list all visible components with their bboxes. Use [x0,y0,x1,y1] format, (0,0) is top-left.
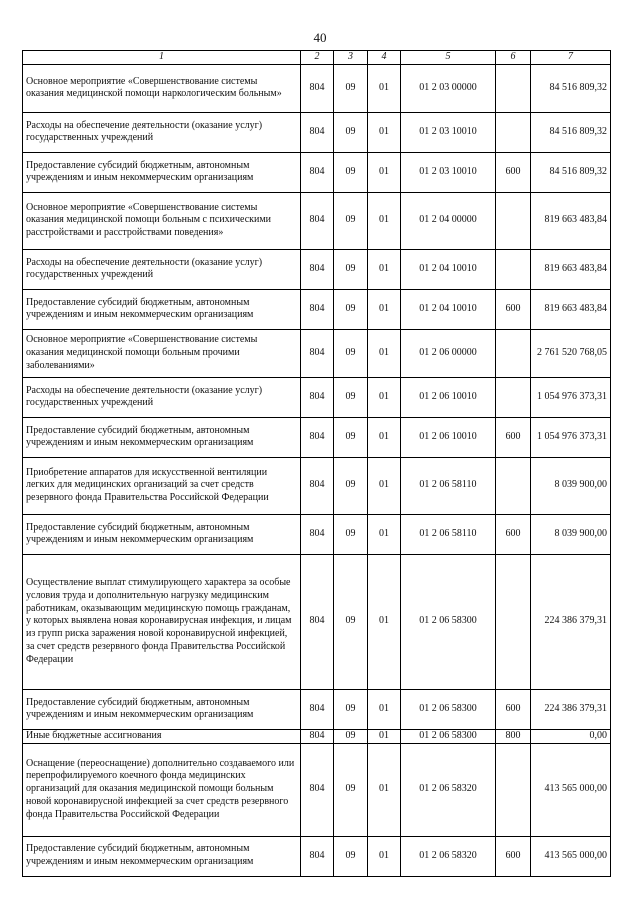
row-expense-type-cell: 600 [496,152,531,192]
row-name-cell: Расходы на обеспечение деятельности (оказание услуг) государственных учреждений [23,377,301,417]
row-section-cell: 09 [334,417,368,457]
row-amount-cell: 84 516 809,32 [531,152,611,192]
budget-table [22,50,611,877]
row-admin-code-cell: 804 [301,836,334,876]
row-subsection-cell: 01 [368,836,401,876]
row-subsection-cell: 01 [368,377,401,417]
row-section-cell: 09 [334,836,368,876]
table-row [23,289,611,329]
row-amount-cell: 413 565 000,00 [531,743,611,836]
row-expense-type-cell [496,457,531,514]
row-admin-code-cell: 804 [301,457,334,514]
row-target-article-cell: 01 2 06 58300 [401,729,496,743]
row-target-article-cell: 01 2 06 58110 [401,457,496,514]
row-name-cell: Основное мероприятие «Совершенствование системы оказания медицинской помощи больным прочими заболеваниями» [23,329,301,377]
row-target-article-cell: 01 2 04 00000 [401,192,496,249]
column-header: 1 [23,51,301,65]
row-expense-type-cell [496,377,531,417]
row-section-cell: 09 [334,64,368,112]
row-expense-type-cell [496,554,531,689]
table-row [23,152,611,192]
row-subsection-cell: 01 [368,249,401,289]
row-expense-type-cell [496,249,531,289]
row-section-cell: 09 [334,112,368,152]
row-admin-code-cell: 804 [301,377,334,417]
table-row [23,417,611,457]
row-section-cell: 09 [334,249,368,289]
row-amount-cell: 413 565 000,00 [531,836,611,876]
row-target-article-cell: 01 2 06 58110 [401,514,496,554]
row-subsection-cell: 01 [368,329,401,377]
row-name-cell: Иные бюджетные ассигнования [23,729,301,743]
row-target-article-cell: 01 2 06 10010 [401,377,496,417]
row-admin-code-cell: 804 [301,743,334,836]
row-section-cell: 09 [334,152,368,192]
column-header: 4 [368,51,401,65]
row-section-cell: 09 [334,689,368,729]
table-row [23,729,611,743]
row-section-cell: 09 [334,743,368,836]
row-admin-code-cell: 804 [301,689,334,729]
row-subsection-cell: 01 [368,417,401,457]
table-row [23,514,611,554]
row-target-article-cell: 01 2 06 00000 [401,329,496,377]
row-expense-type-cell [496,64,531,112]
row-expense-type-cell: 600 [496,289,531,329]
row-target-article-cell: 01 2 03 00000 [401,64,496,112]
row-amount-cell: 8 039 900,00 [531,457,611,514]
table-row [23,457,611,514]
table-row [23,689,611,729]
row-name-cell: Предоставление субсидий бюджетным, автономным учреждениям и иным некоммерческим организациям [23,514,301,554]
column-header: 5 [401,51,496,65]
row-expense-type-cell [496,329,531,377]
row-amount-cell: 819 663 483,84 [531,192,611,249]
table-row [23,249,611,289]
row-subsection-cell: 01 [368,554,401,689]
row-expense-type-cell [496,192,531,249]
row-admin-code-cell: 804 [301,112,334,152]
row-name-cell: Расходы на обеспечение деятельности (оказание услуг) государственных учреждений [23,112,301,152]
column-header: 7 [531,51,611,65]
row-expense-type-cell: 600 [496,417,531,457]
row-subsection-cell: 01 [368,152,401,192]
row-name-cell: Предоставление субсидий бюджетным, автономным учреждениям и иным некоммерческим организациям [23,836,301,876]
row-admin-code-cell: 804 [301,554,334,689]
row-name-cell: Предоставление субсидий бюджетным, автономным учреждениям и иным некоммерческим организациям [23,417,301,457]
row-admin-code-cell: 804 [301,249,334,289]
row-section-cell: 09 [334,192,368,249]
row-subsection-cell: 01 [368,112,401,152]
table-row [23,377,611,417]
row-name-cell: Предоставление субсидий бюджетным, автономным учреждениям и иным некоммерческим организациям [23,289,301,329]
row-name-cell: Приобретение аппаратов для искусственной вентиляции легких для медицинских организаций за счет средств резервного фонда Правительства Российской Федерации [23,457,301,514]
table-row [23,112,611,152]
table-row [23,329,611,377]
row-amount-cell: 0,00 [531,729,611,743]
page-number: 40 [313,30,327,45]
row-admin-code-cell: 804 [301,514,334,554]
row-amount-cell: 819 663 483,84 [531,289,611,329]
row-admin-code-cell: 804 [301,289,334,329]
row-target-article-cell: 01 2 06 58320 [401,836,496,876]
row-target-article-cell: 01 2 06 58300 [401,554,496,689]
row-name-cell: Предоставление субсидий бюджетным, автономным учреждениям и иным некоммерческим организациям [23,152,301,192]
row-subsection-cell: 01 [368,743,401,836]
row-subsection-cell: 01 [368,514,401,554]
row-subsection-cell: 01 [368,457,401,514]
row-section-cell: 09 [334,554,368,689]
column-header: 3 [334,51,368,65]
row-admin-code-cell: 804 [301,64,334,112]
row-amount-cell: 1 054 976 373,31 [531,377,611,417]
table-row [23,554,611,689]
row-subsection-cell: 01 [368,64,401,112]
table-row [23,64,611,112]
row-name-cell: Основное мероприятие «Совершенствование системы оказания медицинской помощи наркологическим больным» [23,64,301,112]
table-row [23,836,611,876]
column-header: 6 [496,51,531,65]
row-admin-code-cell: 804 [301,329,334,377]
row-name-cell: Оснащение (переоснащение) дополнительно создаваемого или перепрофилируемого коечного фонда медицинских организаций для оказания медицинской помощи больным новой коронавирусной инфекцией за счет средств резервного фонда Правительства Российской Федерации [23,743,301,836]
row-target-article-cell: 01 2 06 10010 [401,417,496,457]
row-target-article-cell: 01 2 03 10010 [401,152,496,192]
row-name-cell: Предоставление субсидий бюджетным, автономным учреждениям и иным некоммерческим организациям [23,689,301,729]
row-target-article-cell: 01 2 06 58320 [401,743,496,836]
row-target-article-cell: 01 2 06 58300 [401,689,496,729]
table-row [23,192,611,249]
row-amount-cell: 2 761 520 768,05 [531,329,611,377]
row-section-cell: 09 [334,457,368,514]
row-section-cell: 09 [334,514,368,554]
row-amount-cell: 224 386 379,31 [531,689,611,729]
row-expense-type-cell: 600 [496,689,531,729]
column-header: 2 [301,51,334,65]
row-amount-cell: 8 039 900,00 [531,514,611,554]
row-name-cell: Основное мероприятие «Совершенствование системы оказания медицинской помощи больным с психическими расстройствами и расстройствами поведения» [23,192,301,249]
row-admin-code-cell: 804 [301,729,334,743]
row-subsection-cell: 01 [368,192,401,249]
row-admin-code-cell: 804 [301,152,334,192]
row-expense-type-cell [496,743,531,836]
row-subsection-cell: 01 [368,729,401,743]
row-amount-cell: 84 516 809,32 [531,64,611,112]
row-amount-cell: 1 054 976 373,31 [531,417,611,457]
row-name-cell: Расходы на обеспечение деятельности (оказание услуг) государственных учреждений [23,249,301,289]
row-admin-code-cell: 804 [301,192,334,249]
row-target-article-cell: 01 2 04 10010 [401,249,496,289]
row-subsection-cell: 01 [368,689,401,729]
row-section-cell: 09 [334,289,368,329]
row-expense-type-cell: 600 [496,836,531,876]
row-amount-cell: 84 516 809,32 [531,112,611,152]
row-amount-cell: 224 386 379,31 [531,554,611,689]
row-amount-cell: 819 663 483,84 [531,249,611,289]
table-header-row [23,51,611,65]
row-admin-code-cell: 804 [301,417,334,457]
row-expense-type-cell [496,112,531,152]
row-name-cell: Осуществление выплат стимулирующего характера за особые условия труда и дополнительную нагрузку медицинским работникам, оказывающим медицинскую помощь гражданам, у которых выявлена новая коронавирусная инфекция, и лицам из групп риска заражения новой коронавирусной инфекцией, за счет средств резервного фонда Правительства Российской Федерации [23,554,301,689]
row-target-article-cell: 01 2 04 10010 [401,289,496,329]
row-section-cell: 09 [334,729,368,743]
table-row [23,743,611,836]
row-expense-type-cell: 800 [496,729,531,743]
row-section-cell: 09 [334,377,368,417]
row-subsection-cell: 01 [368,289,401,329]
row-expense-type-cell: 600 [496,514,531,554]
row-target-article-cell: 01 2 03 10010 [401,112,496,152]
row-section-cell: 09 [334,329,368,377]
